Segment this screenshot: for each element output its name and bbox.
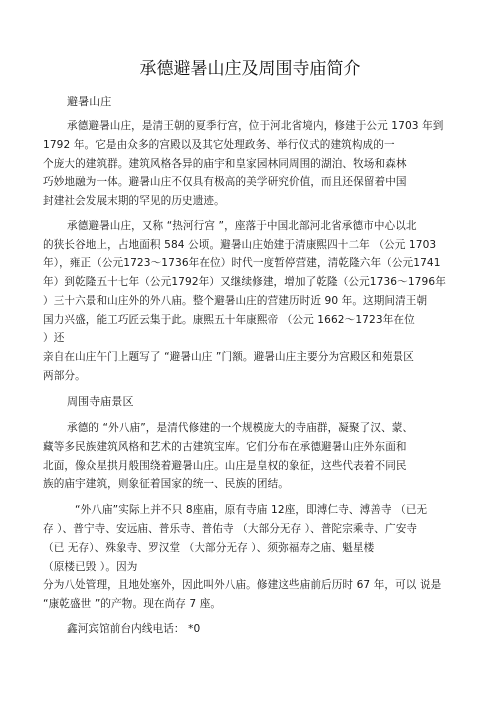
paragraph-line: 北面，像众星拱月般围绕着避暑山庄。山庄是皇权的象征，这些代表着不同民 <box>43 460 407 472</box>
paragraph-line: （已 无存）、殊象寺、罗汉堂 （大部分无存 ）、须弥福寿之庙、魁星楼 <box>43 542 375 554</box>
front-desk-phone: 鑫河宾馆前台内线电话： *0 <box>67 623 201 635</box>
section-heading-temples: 周围寺庙景区 <box>67 395 134 408</box>
document-title: 承德避暑山庄及周围寺庙简介 <box>139 59 361 79</box>
section-heading-summer-resort: 避暑山庄 <box>67 95 112 108</box>
paragraph-line: 承德避暑山庄，是清王朝的夏季行宫，位于河北省境内，修建于公元 1703 年到 <box>67 120 444 132</box>
paragraph-line: 承德的 “外八庙”，是清代修建的一个规模庞大的寺庙群，凝聚了汉、蒙、 <box>67 422 414 434</box>
paragraph-line: “康乾盛世 ”的产物。现在尚存 7 座。 <box>43 598 222 610</box>
paragraph-line: （原楼已毁 ）。因为 <box>43 561 138 573</box>
paragraph-line: 族的庙宇建筑，则象征着国家的统一、民族的团结。 <box>43 478 289 490</box>
paragraph-line: 藏等多民族建筑风格和艺术的古建筑宝库。它们分布在承德避暑山庄外东面和 <box>43 441 407 453</box>
paragraph-line: 分为八处管理，且地处塞外，因此叫外八庙。修建这些庙前后历时 67 年，可以 说是 <box>43 579 442 591</box>
paragraph-line: 两部分。 <box>43 370 86 382</box>
paragraph-line: 承德避暑山庄，又称 “热河行宫 ”，座落于中国北部河北省承德市中心以北 <box>67 220 417 232</box>
paragraph-line: 年）到乾隆五十七年（公元1792年）又继续修建，增加了乾隆（公元1736～1796年 <box>43 276 446 288</box>
paragraph-line: ）三十六景和山庄外的外八庙。整个避暑山庄的营建历时近 90 年。这期间清王朝 <box>43 295 428 307</box>
paragraph-line: 的狭长谷地上，占地面积 584 公顷。避暑山庄始建于清康熙四十二年 （公元 1703 <box>43 239 437 251</box>
paragraph-line: 1792 年。它是由众多的宫殿以及其它处理政务、举行仪式的建筑构成的一 <box>43 139 395 151</box>
paragraph-line: 年），雍正（公元1723～1736年在位）时代一度暂停营建，清乾隆六年（公元1741 <box>43 257 441 269</box>
paragraph-line: “外八庙”实际上并不只 8座庙，原有寺庙 12座，即溥仁寺、溥善寺 （已无 <box>75 504 428 516</box>
paragraph-line: 封建社会发展末期的罕见的历史遗迹。 <box>43 195 225 207</box>
paragraph-line: 个庞大的建筑群。建筑风格各异的庙宇和皇家园林同周围的湖泊、牧场和森林 <box>43 158 407 170</box>
paragraph-line: 亲自在山庄午门上题写了 “避暑山庄 ”门额。避暑山庄主要分为宫殿区和苑景区 <box>43 351 415 363</box>
paragraph-line: 巧妙地融为一体。避暑山庄不仅具有极高的美学研究价值，而且还保留着中国 <box>43 176 407 188</box>
paragraph-line: 存 ）、普宁寺、安远庙、普乐寺、普佑寺 （大部分无存 ）、普陀宗乘寺、广安寺 <box>43 523 418 535</box>
paragraph-line: ）还 <box>43 332 65 344</box>
paragraph-line: 国力兴盛，能工巧匠云集于此。康熙五十年康熙帝 （公元 1662～1723年在位 <box>43 314 415 326</box>
